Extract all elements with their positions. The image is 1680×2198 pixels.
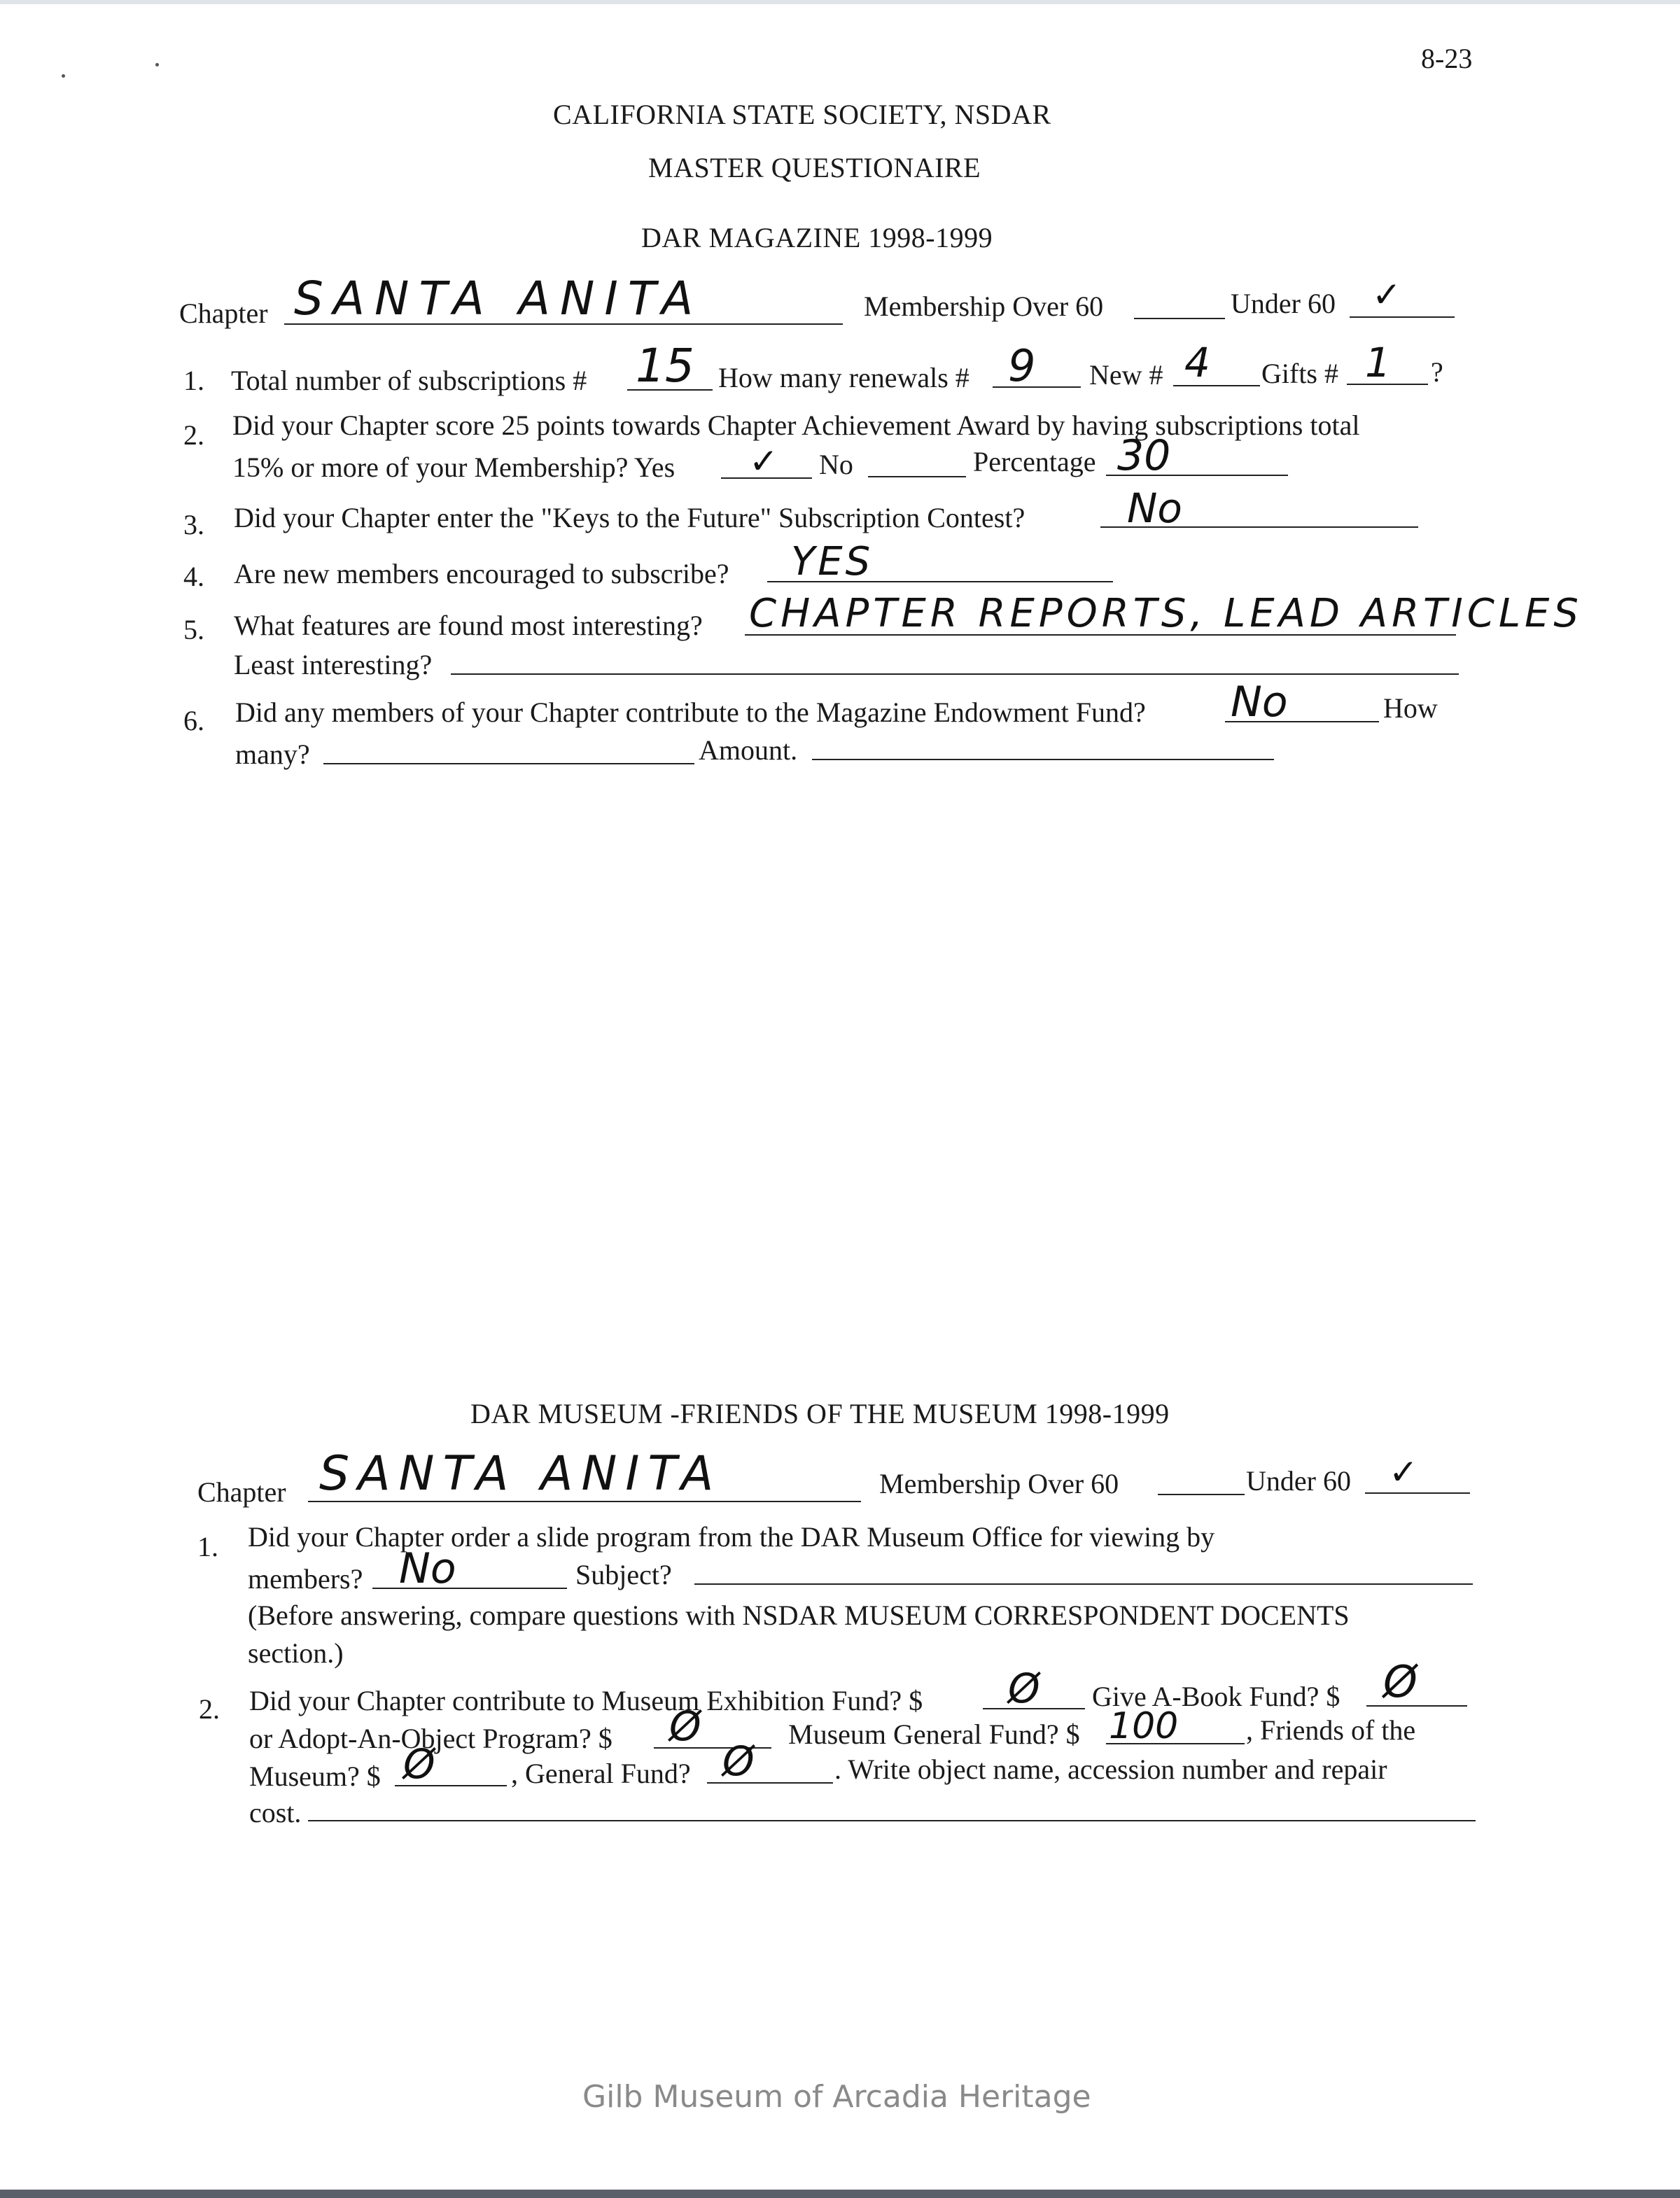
- bottom-edge: [0, 2190, 1680, 2198]
- q1-total-value: 15: [636, 339, 694, 393]
- top-edge: [0, 0, 1680, 4]
- museum-q1-subject-underline: [694, 1583, 1473, 1585]
- q6-value: No: [1231, 678, 1288, 727]
- q6-how: How: [1383, 692, 1438, 724]
- q5-text: What features are found most interesting?: [234, 610, 703, 641]
- q1-renewals-underline: [993, 386, 1081, 388]
- museum-q2-number: 2.: [199, 1693, 220, 1725]
- q1-end: ?: [1431, 356, 1443, 388]
- q2-percentage-value: 30: [1117, 431, 1171, 480]
- q2-percentage-label: Percentage: [973, 446, 1096, 477]
- scan-speck: [155, 63, 159, 66]
- over-underline: [1134, 318, 1225, 319]
- museum-q1-number: 1.: [197, 1531, 218, 1562]
- scan-speck: [62, 74, 65, 78]
- under-underline: [1350, 316, 1455, 318]
- q6-number: 6.: [183, 705, 204, 736]
- museum-q1-members-label: members?: [248, 1563, 363, 1595]
- q1-new-value: 4: [1184, 339, 1210, 386]
- museum-q2-general-fund-label: , General Fund?: [511, 1758, 691, 1789]
- museum-q1-line3: (Before answering, compare questions with NSDAR MUSEUM CORRESPONDENT DOCENTS: [248, 1600, 1350, 1631]
- q1-gifts-value: 1: [1365, 339, 1391, 386]
- q1-new-label: New #: [1089, 359, 1163, 391]
- q4-value: YES: [791, 539, 874, 584]
- under-value: ✓: [1372, 274, 1401, 315]
- museum-under-underline: [1365, 1492, 1470, 1494]
- museum-q2-give-book-value: Ø: [1383, 1656, 1418, 1707]
- museum-q1-line4: section.): [248, 1637, 344, 1669]
- q1-renewals-label: How many renewals #: [718, 362, 969, 393]
- q3-text: Did your Chapter enter the "Keys to the Future" Subscription Contest?: [234, 502, 1026, 533]
- museum-q2-general-museum-value: 100: [1109, 1705, 1179, 1747]
- q6-text: Did any members of your Chapter contribute to the Magazine Endowment Fund?: [235, 696, 1146, 728]
- museum-q1-members-value: No: [399, 1544, 456, 1593]
- q2-line2: 15% or more of your Membership? Yes: [232, 451, 676, 483]
- membership-over-label: Membership Over 60: [864, 290, 1104, 322]
- museum-q1-subject-label: Subject?: [575, 1559, 672, 1590]
- museum-q2-cost-underline: [308, 1820, 1476, 1821]
- museum-membership-over-label: Membership Over 60: [879, 1468, 1119, 1499]
- q2-line1: Did your Chapter score 25 points towards Chapter Achievement Award by having subscriptions total: [232, 410, 1360, 441]
- museum-q2-give-book-label: Give A-Book Fund? $: [1092, 1681, 1340, 1712]
- museum-q2-adopt-value: Ø: [669, 1702, 701, 1750]
- chapter-value: SANTA ANITA: [294, 272, 704, 326]
- museum-section-title: DAR MUSEUM -FRIENDS OF THE MUSEUM 1998-1999: [470, 1398, 1170, 1429]
- museum-q2-general-fund-value: Ø: [722, 1737, 755, 1785]
- doc-title: MASTER QUESTIONAIRE: [648, 152, 981, 183]
- magazine-section-title: DAR MAGAZINE 1998-1999: [641, 222, 993, 253]
- museum-chapter-value: SANTA ANITA: [319, 1446, 722, 1502]
- q3-number: 3.: [183, 509, 204, 540]
- q2-number: 2.: [183, 419, 204, 451]
- museum-q2-museum-value: Ø: [403, 1740, 435, 1788]
- q1-gifts-label: Gifts #: [1261, 358, 1338, 389]
- page-number: 8-23: [1421, 43, 1473, 74]
- museum-chapter-label: Chapter: [197, 1476, 286, 1508]
- q3-value: No: [1127, 484, 1182, 532]
- museum-under-value: ✓: [1389, 1452, 1418, 1492]
- footer-credit: Gilb Museum of Arcadia Heritage: [582, 2079, 1091, 2115]
- q1-renewals-value: 9: [1008, 340, 1036, 391]
- q2-no-label: No: [819, 449, 853, 480]
- chapter-label: Chapter: [179, 298, 268, 329]
- museum-q2-general-museum-label: Museum General Fund? $: [788, 1718, 1080, 1750]
- q2-yes-value: ✓: [749, 441, 778, 482]
- museum-under-label: Under 60: [1246, 1465, 1351, 1497]
- q4-text: Are new members encouraged to subscribe?: [234, 558, 729, 589]
- museum-q2-write-label: . Write object name, accession number and repair: [834, 1754, 1387, 1785]
- q1-total-label: Total number of subscriptions #: [231, 365, 587, 396]
- museum-q2-museum-label: Museum? $: [249, 1760, 381, 1792]
- museum-q2-exhibition-label: Did your Chapter contribute to Museum Exhibition Fund? $: [249, 1685, 923, 1716]
- q6-amount-underline: [812, 759, 1274, 760]
- q6-many-label: many?: [235, 738, 310, 770]
- museum-q2-exhibition-value: Ø: [1008, 1665, 1040, 1712]
- q1-number: 1.: [183, 365, 204, 396]
- under-label: Under 60: [1231, 288, 1336, 319]
- museum-over-underline: [1158, 1494, 1245, 1495]
- q4-number: 4.: [183, 561, 204, 592]
- q2-no-underline: [868, 476, 966, 477]
- q5-number: 5.: [183, 614, 204, 645]
- museum-q2-cost-label: cost.: [249, 1797, 302, 1828]
- org-title: CALIFORNIA STATE SOCIETY, NSDAR: [553, 99, 1051, 130]
- museum-q2-friends-label: , Friends of the: [1246, 1714, 1416, 1746]
- q5-least-underline: [451, 673, 1459, 675]
- museum-q1-line1: Did your Chapter order a slide program from the DAR Museum Office for viewing by: [248, 1521, 1215, 1553]
- q6-many-underline: [323, 763, 694, 764]
- q5-value: CHAPTER REPORTS, LEAD ARTICLES: [749, 591, 1583, 636]
- q5-least-label: Least interesting?: [234, 649, 433, 680]
- museum-q2-adopt-label: or Adopt-An-Object Program? $: [249, 1723, 612, 1754]
- q6-amount-label: Amount.: [699, 734, 798, 766]
